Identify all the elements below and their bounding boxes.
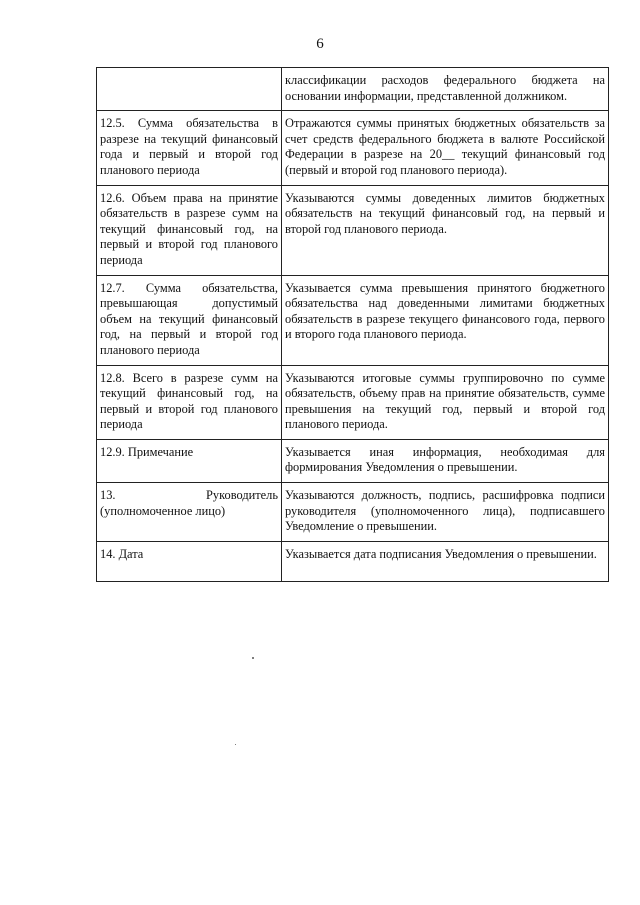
table-row xyxy=(97,68,609,111)
scan-speck xyxy=(235,744,236,745)
instructions-table xyxy=(96,67,609,582)
table-row xyxy=(97,365,609,439)
item-cell xyxy=(97,68,282,111)
table-row xyxy=(97,439,609,482)
description-cell: классификации расходов федерального бюджета на основании информации, представленной должником. xyxy=(282,68,609,111)
table-row xyxy=(97,275,609,365)
description-cell: Указываются суммы доведенных лимитов бюджетных обязательств на текущий финансовый год, на первый и второй год планового периода. xyxy=(282,185,609,275)
item-cell: 12.7. Сумма обязательства, превышающая допустимый объем на текущий финансовый год, на первый и второй год планового периода xyxy=(97,275,282,365)
item-cell: 14. Дата xyxy=(97,541,282,581)
description-cell: Отражаются суммы принятых бюджетных обязательств за счет средств федерального бюджета в валюте Российской Федерации в разрезе на 20__ текущий финансовый год (первый и второй год планового периода). xyxy=(282,111,609,185)
item-cell: 12.8. Всего в разрезе сумм на текущий финансовый год, на первый и второй год планового периода xyxy=(97,365,282,439)
description-cell: Указываются итоговые суммы группировочно по сумме обязательств, объему прав на принятие обязательств, сумме превышения на текущий год, первый и второй год планового периода. xyxy=(282,365,609,439)
description-cell: Указывается иная информация, необходимая для формирования Уведомления о превышении. xyxy=(282,439,609,482)
description-cell: Указывается дата подписания Уведомления о превышении. xyxy=(282,541,609,581)
scan-speck xyxy=(252,657,254,659)
item-cell: 12.6. Объем права на принятие обязательств в разрезе сумм на текущий финансовый год, на первый и второй год планового периода xyxy=(97,185,282,275)
item-cell: 13. Руководитель (уполномоченное лицо) xyxy=(97,483,282,542)
table-row xyxy=(97,483,609,542)
page-number: 6 xyxy=(316,36,324,52)
item-cell: 12.9. Примечание xyxy=(97,439,282,482)
description-cell: Указываются должность, подпись, расшифровка подписи руководителя (уполномоченного лица), подписавшего Уведомление о превышении. xyxy=(282,483,609,542)
table-row xyxy=(97,111,609,185)
description-cell: Указывается сумма превышения принятого бюджетного обязательства над доведенными лимитами бюджетных обязательств в разрезе текущего финансового года, первого и второго года планового периода. xyxy=(282,275,609,365)
table-row xyxy=(97,541,609,581)
item-cell: 12.5. Сумма обязательства в разрезе на текущий финансовый года и первый и второй год планового периода xyxy=(97,111,282,185)
table-row xyxy=(97,185,609,275)
